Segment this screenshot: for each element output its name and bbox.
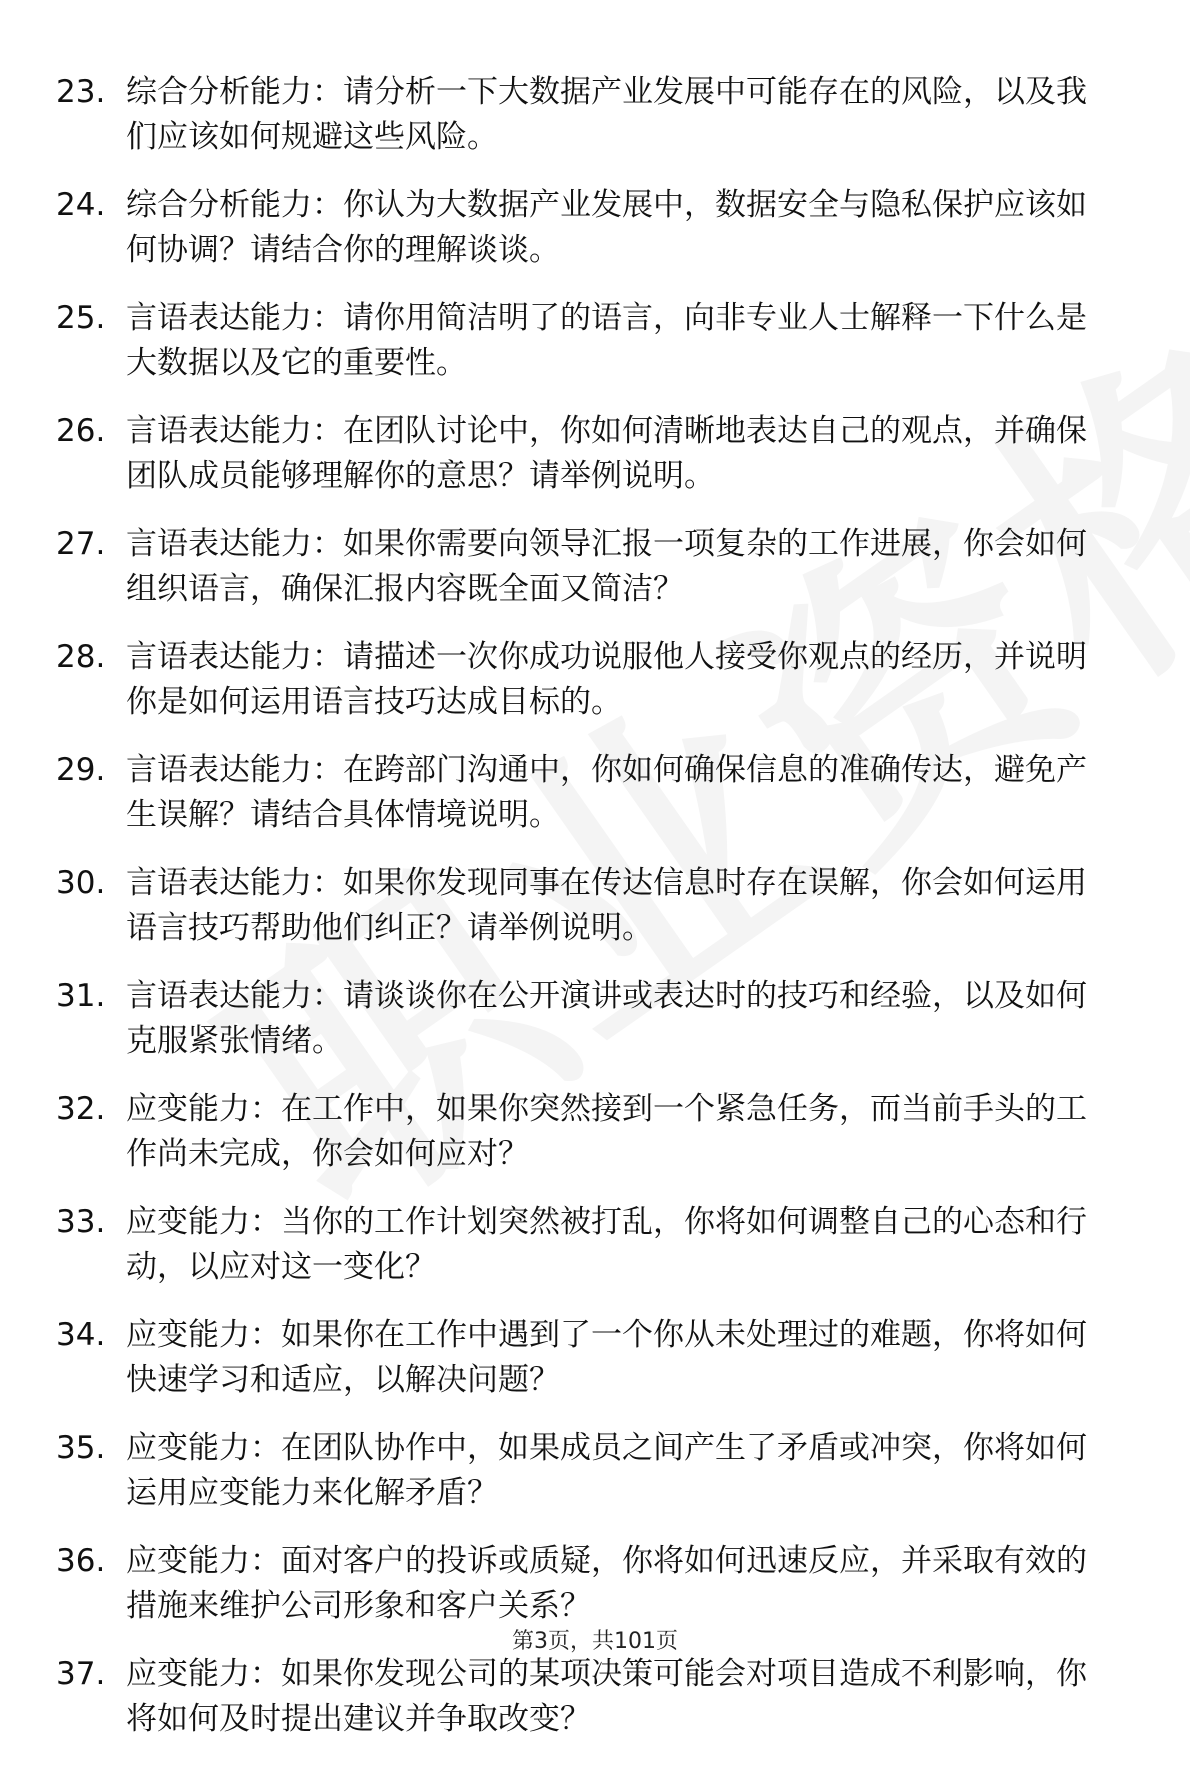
- question-text: 言语表达能力：请描述一次你成功说服他人接受你观点的经历，并说明你是如何运用语言技巧达成目标的。: [126, 639, 1087, 720]
- question-text: 言语表达能力：在团队讨论中，你如何清晰地表达自己的观点，并确保团队成员能够理解你的意思？请举例说明。: [126, 413, 1087, 494]
- question-item: [56, 296, 1116, 386]
- question-item: [56, 1652, 1116, 1742]
- question-item: [56, 183, 1116, 273]
- question-number: 23.: [56, 74, 106, 110]
- question-number: 27.: [56, 526, 106, 562]
- question-item: [56, 1539, 1116, 1629]
- question-text: 应变能力：如果你发现公司的某项决策可能会对项目造成不利影响，你将如何及时提出建议并争取改变？: [126, 1656, 1087, 1737]
- question-item: [56, 1200, 1116, 1290]
- question-text: 言语表达能力：在跨部门沟通中，你如何确保信息的准确传达，避免产生误解？请结合具体情境说明。: [126, 752, 1087, 833]
- question-list: [56, 70, 1116, 1765]
- question-item: [56, 409, 1116, 499]
- question-item: [56, 861, 1116, 951]
- question-item: [56, 974, 1116, 1064]
- question-text: 言语表达能力：请谈谈你在公开演讲或表达时的技巧和经验，以及如何克服紧张情绪。: [126, 978, 1087, 1059]
- question-text: 综合分析能力：你认为大数据产业发展中，数据安全与隐私保护应该如何协调？请结合你的理解谈谈。: [126, 187, 1087, 268]
- question-text: 言语表达能力：如果你需要向领导汇报一项复杂的工作进展，你会如何组织语言，确保汇报内容既全面又简洁？: [126, 526, 1087, 607]
- question-item: [56, 1313, 1116, 1403]
- question-number: 32.: [56, 1091, 106, 1127]
- question-number: 30.: [56, 865, 106, 901]
- question-text: 综合分析能力：请分析一下大数据产业发展中可能存在的风险，以及我们应该如何规避这些风险。: [126, 74, 1087, 155]
- question-item: [56, 635, 1116, 725]
- question-item: [56, 748, 1116, 838]
- question-item: [56, 1087, 1116, 1177]
- question-number: 33.: [56, 1204, 106, 1240]
- question-text: 应变能力：在团队协作中，如果成员之间产生了矛盾或冲突，你将如何运用应变能力来化解矛盾？: [126, 1430, 1087, 1511]
- question-number: 25.: [56, 300, 106, 336]
- question-item: [56, 70, 1116, 160]
- question-text: 应变能力：如果你在工作中遇到了一个你从未处理过的难题，你将如何快速学习和适应，以解决问题？: [126, 1317, 1087, 1398]
- question-number: 28.: [56, 639, 106, 675]
- question-text: 应变能力：面对客户的投诉或质疑，你将如何迅速反应，并采取有效的措施来维护公司形象和客户关系？: [126, 1543, 1087, 1624]
- question-number: 29.: [56, 752, 106, 788]
- question-number: 26.: [56, 413, 106, 449]
- question-number: 37.: [56, 1656, 106, 1692]
- question-text: 言语表达能力：请你用简洁明了的语言，向非专业人士解释一下什么是大数据以及它的重要性。: [126, 300, 1087, 381]
- question-number: 24.: [56, 187, 106, 223]
- question-number: 35.: [56, 1430, 106, 1466]
- question-number: 36.: [56, 1543, 106, 1579]
- question-item: [56, 522, 1116, 612]
- page-footer: 第3页，共101页: [512, 1629, 678, 1654]
- question-item: [56, 1426, 1116, 1516]
- question-text: 应变能力：在工作中，如果你突然接到一个紧急任务，而当前手头的工作尚未完成，你会如何应对？: [126, 1091, 1087, 1172]
- question-number: 34.: [56, 1317, 106, 1353]
- question-text: 应变能力：当你的工作计划突然被打乱，你将如何调整自己的心态和行动，以应对这一变化？: [126, 1204, 1087, 1285]
- question-number: 31.: [56, 978, 106, 1014]
- question-text: 言语表达能力：如果你发现同事在传达信息时存在误解，你会如何运用语言技巧帮助他们纠正？请举例说明。: [126, 865, 1087, 946]
